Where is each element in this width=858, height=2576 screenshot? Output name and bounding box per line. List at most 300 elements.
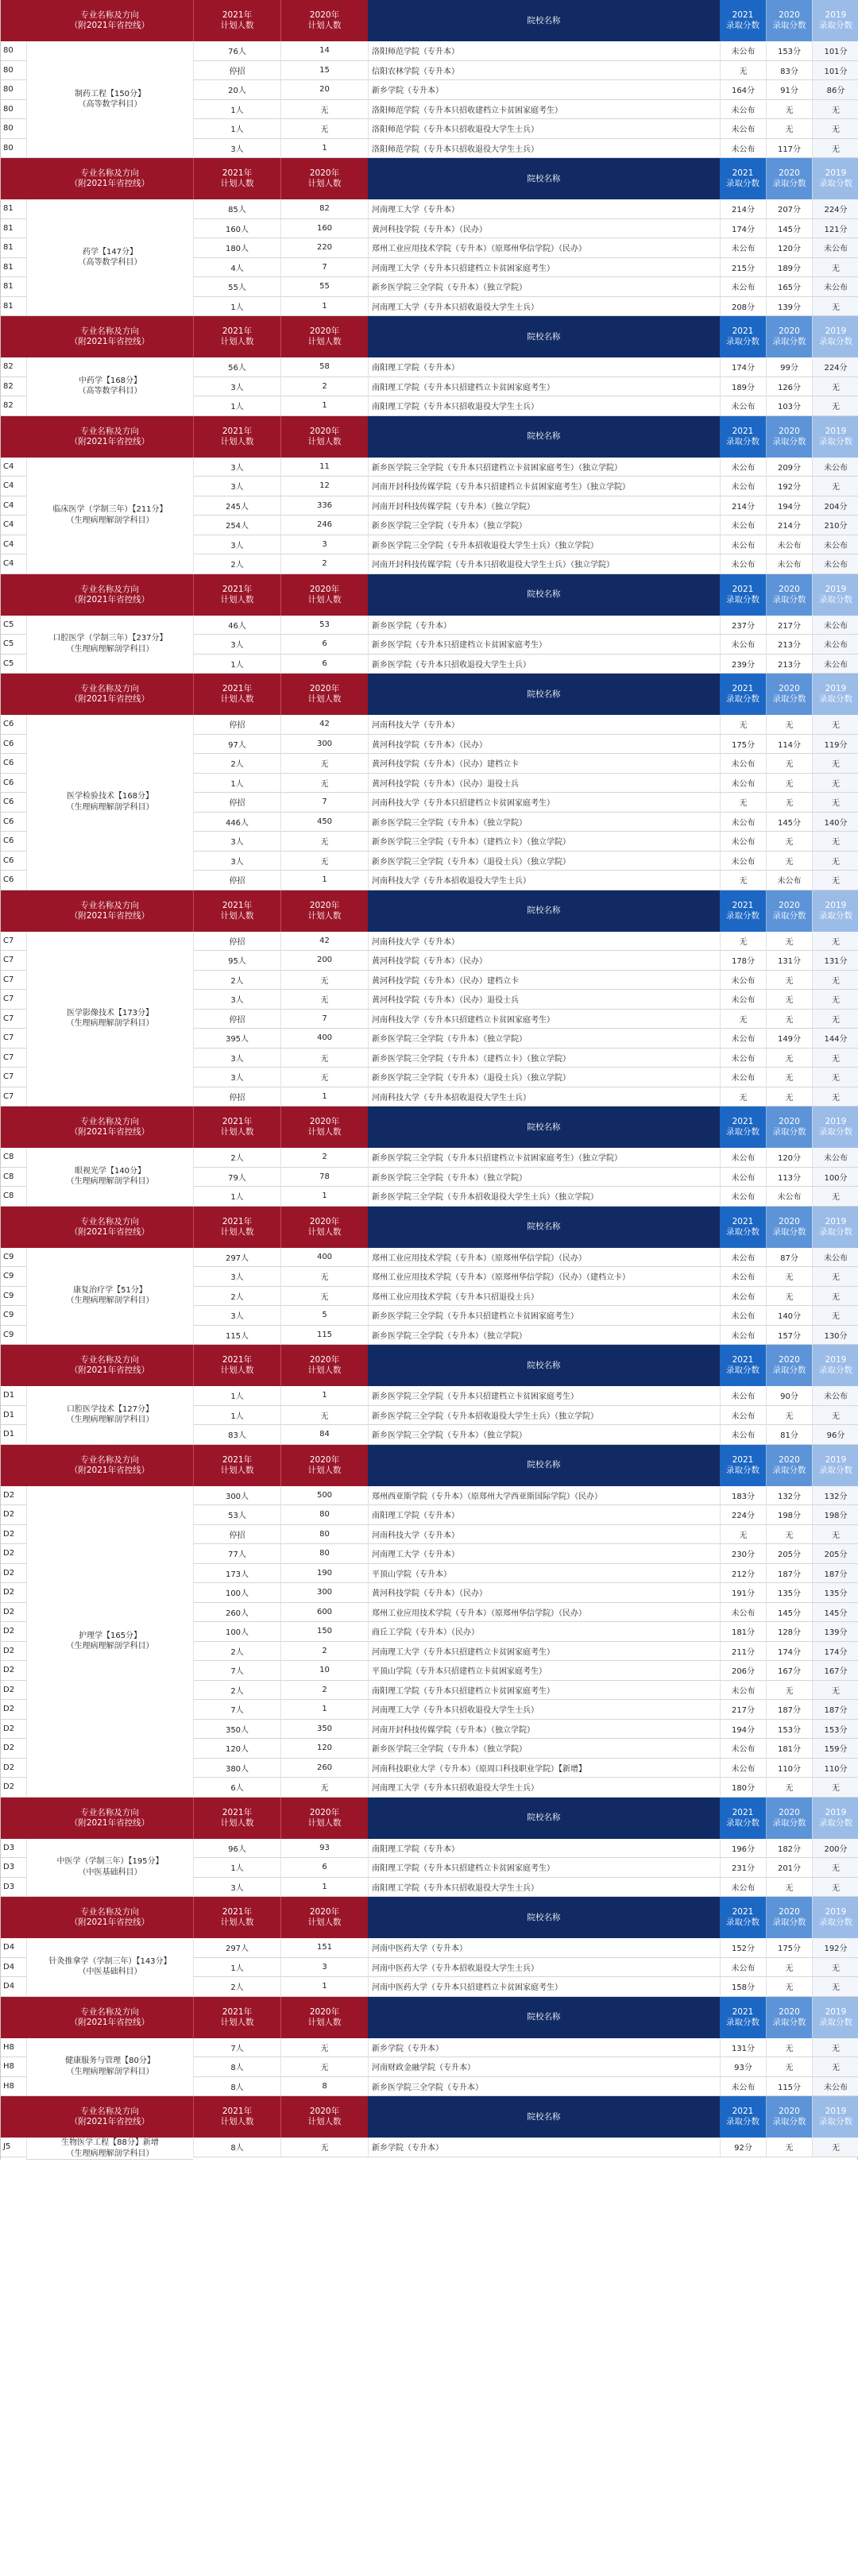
score-2021: 152分 (720, 1938, 766, 1958)
plan-2021: 95人 (193, 951, 280, 971)
score-2020: 无 (766, 793, 812, 813)
header-score-2020: 2020 录取分数 (766, 574, 812, 616)
plan-2021: 115人 (193, 1326, 280, 1346)
header-plan-2020: 2020年 计划人数 (280, 890, 368, 932)
school-name: 南阳理工学院（专升本只招建档立卡贫困家庭考生） (368, 1858, 720, 1878)
header-score-2020: 2020 录取分数 (766, 1345, 812, 1386)
plan-2020: 10 (280, 1661, 368, 1681)
score-2021: 未公布 (720, 635, 766, 655)
score-2021: 未公布 (720, 971, 766, 991)
major-section (0, 0, 858, 158)
score-2019: 131分 (812, 951, 858, 971)
major-code: D3 (1, 1839, 26, 1859)
score-2019: 无 (812, 1010, 858, 1029)
score-2019: 121分 (812, 219, 858, 239)
plan-2021: 297人 (193, 1248, 280, 1268)
score-2020: 无 (766, 1958, 812, 1978)
plan-2021: 停招 (193, 793, 280, 813)
score-2021: 未公布 (720, 238, 766, 258)
plan-2020: 无 (280, 774, 368, 794)
score-2019: 205分 (812, 1544, 858, 1564)
major-code: C7 (1, 1029, 26, 1049)
school-name: 新乡医学院三全学院（专升本）（独立学院） (368, 1739, 720, 1759)
school-name: 河南理工大学（专升本只招收退役大学生士兵） (368, 297, 720, 317)
header-score-2019: 2019 录取分数 (812, 674, 858, 715)
score-2020: 149分 (766, 1029, 812, 1049)
score-2020: 110分 (766, 1759, 812, 1778)
plan-2020: 58 (280, 357, 368, 377)
plan-2020: 260 (280, 1759, 368, 1778)
major-code: C4 (1, 535, 26, 555)
header-code-blank (1, 1345, 26, 1386)
header-plan-2021: 2021年 计划人数 (193, 1207, 280, 1248)
header-school: 院校名称 (368, 1345, 720, 1386)
major-code: C6 (1, 715, 26, 735)
school-name: 河南科技大学（专升本招收退役大学生士兵） (368, 871, 720, 890)
plan-2021: 3人 (193, 1306, 280, 1326)
header-plan-2021: 2021年 计划人数 (193, 890, 280, 932)
plan-2020: 400 (280, 1248, 368, 1268)
score-2019: 未公布 (812, 635, 858, 655)
plan-2020: 1 (280, 297, 368, 317)
school-name: 黄河科技学院（专升本）（民办） (368, 951, 720, 971)
plan-2020: 190 (280, 1564, 368, 1584)
score-2020: 87分 (766, 1248, 812, 1268)
header-score-2020: 2020 录取分数 (766, 1445, 812, 1486)
header-major: 专业名称及方向 （附2021年省控线） (26, 1997, 193, 2038)
plan-2020: 220 (280, 238, 368, 258)
header-score-2021: 2021 录取分数 (720, 1207, 766, 1248)
plan-2021: 停招 (193, 61, 280, 81)
score-2019: 145分 (812, 1603, 858, 1623)
plan-2020: 1 (280, 1977, 368, 1997)
plan-2021: 2人 (193, 1977, 280, 1997)
school-name: 郑州工业应用技术学院（专升本）（原郑州华信学院）（民办） (368, 1248, 720, 1268)
score-2020: 217分 (766, 616, 812, 635)
major-code: C9 (1, 1306, 26, 1326)
plan-2021: 停招 (193, 871, 280, 890)
plan-2020: 7 (280, 793, 368, 813)
score-2019: 130分 (812, 1326, 858, 1346)
plan-2021: 3人 (193, 458, 280, 477)
header-major: 专业名称及方向 （附2021年省控线） (26, 0, 193, 41)
score-2020: 无 (766, 852, 812, 871)
major-section (0, 158, 858, 316)
plan-2020: 600 (280, 1603, 368, 1623)
score-2019: 144分 (812, 1029, 858, 1049)
school-name: 河南科技大学（专升本招收退役大学生士兵） (368, 1087, 720, 1107)
major-section (0, 890, 858, 1107)
header-score-2019: 2019 录取分数 (812, 2096, 858, 2138)
school-name: 新乡医学院三全学院（专升本）（建档立卡）（独立学院） (368, 832, 720, 852)
plan-2021: 3人 (193, 1049, 280, 1068)
header-plan-2020: 2020年 计划人数 (280, 674, 368, 715)
score-2019: 无 (812, 100, 858, 120)
score-2021: 未公布 (720, 1406, 766, 1426)
plan-2021: 8人 (193, 2057, 280, 2077)
score-2019: 101分 (812, 41, 858, 61)
header-plan-2020: 2020年 计划人数 (280, 1445, 368, 1486)
plan-2021: 1人 (193, 1187, 280, 1207)
school-name: 南阳理工学院（专升本） (368, 1505, 720, 1525)
header-score-2021: 2021 录取分数 (720, 0, 766, 41)
score-2020: 167分 (766, 1661, 812, 1681)
school-name: 河南理工大学（专升本只招建档立卡贫困家庭考生） (368, 1642, 720, 1662)
score-2020: 无 (766, 1010, 812, 1029)
major-code: D4 (1, 1938, 26, 1958)
score-2019: 无 (812, 754, 858, 774)
plan-2020: 无 (280, 119, 368, 139)
score-2020: 175分 (766, 1938, 812, 1958)
score-2021: 189分 (720, 377, 766, 397)
school-name: 郑州工业应用技术学院（专升本只招退役士兵） (368, 1287, 720, 1307)
header-score-2020: 2020 录取分数 (766, 1798, 812, 1839)
header-score-2020: 2020 录取分数 (766, 158, 812, 199)
header-plan-2021: 2021年 计划人数 (193, 1106, 280, 1148)
plan-2021: 8人 (193, 2138, 280, 2157)
major-code: D2 (1, 1564, 26, 1584)
score-2019: 187分 (812, 1564, 858, 1584)
major-section (0, 574, 858, 674)
header-plan-2020: 2020年 计划人数 (280, 1798, 368, 1839)
plan-2020: 无 (280, 832, 368, 852)
school-name: 河南开封科技传媒学院（专升本只招收退役大学生士兵）（独立学院） (368, 554, 720, 574)
school-name: 新乡医学院三全学院（专升本）（独立学院） (368, 516, 720, 535)
plan-2020: 14 (280, 41, 368, 61)
header-plan-2020: 2020年 计划人数 (280, 574, 368, 616)
header-school: 院校名称 (368, 1897, 720, 1938)
header-school: 院校名称 (368, 316, 720, 357)
plan-2020: 82 (280, 199, 368, 219)
score-2019: 无 (812, 139, 858, 159)
plan-2020: 11 (280, 458, 368, 477)
score-2021: 无 (720, 1087, 766, 1107)
major-code: C7 (1, 971, 26, 991)
score-2021: 211分 (720, 1642, 766, 1662)
plan-2021: 2人 (193, 1148, 280, 1168)
plan-2021: 300人 (193, 1486, 280, 1506)
header-plan-2021: 2021年 计划人数 (193, 1345, 280, 1386)
score-2019: 无 (812, 1287, 858, 1307)
plan-2021: 3人 (193, 990, 280, 1010)
plan-2020: 无 (280, 2038, 368, 2058)
plan-2021: 260人 (193, 1603, 280, 1623)
school-name: 河南理工大学（专升本只招收退役大学生士兵） (368, 1700, 720, 1720)
score-2021: 未公布 (720, 1248, 766, 1268)
score-2021: 231分 (720, 1858, 766, 1878)
major-name: 中药学【168分】 （高等数学科目） (26, 357, 193, 416)
score-2019: 192分 (812, 1938, 858, 1958)
school-name: 黄河科技学院（专升本）（民办）建档立卡 (368, 754, 720, 774)
plan-2020: 2 (280, 554, 368, 574)
school-name: 洛阳师范学院（专升本） (368, 41, 720, 61)
score-2019: 110分 (812, 1759, 858, 1778)
plan-2020: 1 (280, 871, 368, 890)
score-2021: 无 (720, 793, 766, 813)
header-school: 院校名称 (368, 0, 720, 41)
header-score-2021: 2021 录取分数 (720, 158, 766, 199)
score-2021: 未公布 (720, 1187, 766, 1207)
plan-2020: 无 (280, 1406, 368, 1426)
school-name: 黄河科技学院（专升本）（民办） (368, 219, 720, 239)
plan-2021: 停招 (193, 715, 280, 735)
header-code-blank (1, 2096, 26, 2138)
plan-2020: 无 (280, 1778, 368, 1798)
major-code: C6 (1, 871, 26, 890)
score-2019: 未公布 (812, 535, 858, 555)
plan-2020: 1 (280, 396, 368, 416)
major-code: C6 (1, 793, 26, 813)
plan-2020: 3 (280, 1958, 368, 1978)
score-2021: 93分 (720, 2057, 766, 2077)
plan-2020: 300 (280, 1583, 368, 1603)
school-name: 黄河科技学院（专升本）（民办）建档立卡 (368, 971, 720, 991)
header-plan-2021: 2021年 计划人数 (193, 1897, 280, 1938)
header-score-2020: 2020 录取分数 (766, 2096, 812, 2138)
score-2021: 未公布 (720, 458, 766, 477)
major-code: C4 (1, 554, 26, 574)
header-code-blank (1, 1897, 26, 1938)
major-code: C7 (1, 1068, 26, 1087)
score-2020: 114分 (766, 735, 812, 755)
header-major: 专业名称及方向 （附2021年省控线） (26, 1345, 193, 1386)
plan-2020: 7 (280, 258, 368, 278)
score-2021: 230分 (720, 1544, 766, 1564)
score-2019: 无 (812, 1958, 858, 1978)
score-2019: 无 (812, 297, 858, 317)
score-2020: 未公布 (766, 871, 812, 890)
plan-2021: 2人 (193, 754, 280, 774)
header-score-2020: 2020 录取分数 (766, 1106, 812, 1148)
score-2019: 153分 (812, 1720, 858, 1740)
score-2019: 无 (812, 1267, 858, 1287)
header-score-2019: 2019 录取分数 (812, 1997, 858, 2038)
score-2021: 未公布 (720, 554, 766, 574)
school-name: 新乡医学院三全学院（专升本）（退役士兵）（独立学院） (368, 1068, 720, 1087)
header-code-blank (1, 0, 26, 41)
major-section (0, 1997, 858, 2097)
header-score-2019: 2019 录取分数 (812, 1798, 858, 1839)
plan-2021: 8人 (193, 2077, 280, 2097)
score-2019: 无 (812, 2038, 858, 2058)
plan-2021: 85人 (193, 199, 280, 219)
score-2019: 无 (812, 932, 858, 952)
header-code-blank (1, 674, 26, 715)
score-2020: 无 (766, 1977, 812, 1997)
plan-2020: 336 (280, 496, 368, 516)
plan-2021: 77人 (193, 1544, 280, 1564)
major-code: C6 (1, 754, 26, 774)
score-2020: 90分 (766, 1386, 812, 1406)
score-2021: 未公布 (720, 277, 766, 297)
score-2021: 未公布 (720, 990, 766, 1010)
plan-2020: 115 (280, 1326, 368, 1346)
plan-2021: 2人 (193, 971, 280, 991)
major-section (0, 316, 858, 416)
major-code: D4 (1, 1977, 26, 1997)
school-name: 信阳农林学院（专升本） (368, 61, 720, 81)
score-2020: 无 (766, 990, 812, 1010)
plan-2020: 400 (280, 1029, 368, 1049)
major-code: D2 (1, 1525, 26, 1545)
score-2020: 无 (766, 119, 812, 139)
header-score-2021: 2021 录取分数 (720, 1997, 766, 2038)
score-2019: 无 (812, 852, 858, 871)
major-name: 针灸推拿学（学制三年）【143分】 （中医基础科目） (26, 1938, 193, 1997)
score-2019: 无 (812, 1187, 858, 1207)
score-2021: 未公布 (720, 1739, 766, 1759)
plan-2020: 500 (280, 1486, 368, 1506)
major-code: C8 (1, 1168, 26, 1188)
score-2020: 145分 (766, 1603, 812, 1623)
header-plan-2020: 2020年 计划人数 (280, 1207, 368, 1248)
plan-2020: 80 (280, 1505, 368, 1525)
score-2019: 无 (812, 1087, 858, 1107)
school-name: 新乡医学院三全学院（专升本）（独立学院） (368, 1326, 720, 1346)
score-2020: 194分 (766, 496, 812, 516)
school-name: 南阳理工学院（专升本只招建档立卡贫困家庭考生） (368, 1681, 720, 1701)
plan-2020: 无 (280, 1287, 368, 1307)
score-2019: 无 (812, 832, 858, 852)
major-code: D2 (1, 1544, 26, 1564)
header-code-blank (1, 1106, 26, 1148)
header-major: 专业名称及方向 （附2021年省控线） (26, 1798, 193, 1839)
score-2020: 未公布 (766, 554, 812, 574)
plan-2020: 2 (280, 1148, 368, 1168)
plan-2020: 无 (280, 2057, 368, 2077)
header-plan-2020: 2020年 计划人数 (280, 1897, 368, 1938)
score-2020: 198分 (766, 1505, 812, 1525)
header-major: 专业名称及方向 （附2021年省控线） (26, 1207, 193, 1248)
score-2021: 未公布 (720, 1386, 766, 1406)
plan-2021: 2人 (193, 554, 280, 574)
school-name: 新乡医学院三全学院（专升本）（独立学院） (368, 1168, 720, 1188)
score-2019: 210分 (812, 516, 858, 535)
plan-2020: 20 (280, 80, 368, 100)
plan-2021: 停招 (193, 1087, 280, 1107)
school-name: 南阳理工学院（专升本） (368, 1839, 720, 1859)
header-score-2019: 2019 录取分数 (812, 1106, 858, 1148)
plan-2020: 7 (280, 1010, 368, 1029)
score-2021: 未公布 (720, 1168, 766, 1188)
major-code: D2 (1, 1778, 26, 1798)
school-name: 河南科技大学（专升本只招建档立卡贫困家庭考生） (368, 1010, 720, 1029)
header-major: 专业名称及方向 （附2021年省控线） (26, 674, 193, 715)
school-name: 河南开封科技传媒学院（专升本）（独立学院） (368, 496, 720, 516)
plan-2020: 80 (280, 1544, 368, 1564)
major-name: 医学检验技术【168分】 （生理病理解剖学科目） (26, 715, 193, 890)
school-name: 河南理工大学（专升本） (368, 199, 720, 219)
score-2020: 174分 (766, 1642, 812, 1662)
header-score-2021: 2021 录取分数 (720, 890, 766, 932)
school-name: 新乡医学院三全学院（专升本）（独立学院） (368, 1029, 720, 1049)
plan-2021: 2人 (193, 1681, 280, 1701)
school-name: 郑州工业应用技术学院（专升本）（原郑州华信学院）（民办） (368, 1603, 720, 1623)
major-code: C7 (1, 1049, 26, 1068)
score-2020: 205分 (766, 1544, 812, 1564)
major-code: C7 (1, 990, 26, 1010)
school-name: 河南科技大学（专升本） (368, 932, 720, 952)
plan-2021: 56人 (193, 357, 280, 377)
header-score-2020: 2020 录取分数 (766, 416, 812, 458)
score-2019: 100分 (812, 1168, 858, 1188)
score-2021: 217分 (720, 1700, 766, 1720)
score-2019: 无 (812, 1525, 858, 1545)
score-2021: 237分 (720, 616, 766, 635)
score-2019: 无 (812, 1306, 858, 1326)
score-2019: 无 (812, 1778, 858, 1798)
score-2021: 未公布 (720, 813, 766, 832)
score-2020: 81分 (766, 1425, 812, 1445)
plan-2020: 151 (280, 1938, 368, 1958)
header-major: 专业名称及方向 （附2021年省控线） (26, 1106, 193, 1148)
plan-2020: 150 (280, 1622, 368, 1642)
score-2020: 无 (766, 1287, 812, 1307)
score-2019: 无 (812, 258, 858, 278)
plan-2020: 300 (280, 735, 368, 755)
score-2020: 187分 (766, 1564, 812, 1584)
major-code: C5 (1, 616, 26, 635)
plan-2020: 2 (280, 1642, 368, 1662)
major-code: 82 (1, 357, 26, 377)
header-school: 院校名称 (368, 1997, 720, 2038)
plan-2021: 76人 (193, 41, 280, 61)
major-section (0, 1106, 858, 1207)
score-2020: 214分 (766, 516, 812, 535)
score-2020: 99分 (766, 357, 812, 377)
header-code-blank (1, 574, 26, 616)
score-2019: 167分 (812, 1661, 858, 1681)
major-name: 健康服务与管理【80分】 （生理病理解剖学科目） (26, 2038, 193, 2097)
score-2019: 无 (812, 971, 858, 991)
score-2021: 未公布 (720, 754, 766, 774)
plan-2020: 8 (280, 2077, 368, 2097)
score-2020: 128分 (766, 1622, 812, 1642)
score-2021: 183分 (720, 1486, 766, 1506)
school-name: 河南理工大学（专升本只招建档立卡贫困家庭考生） (368, 258, 720, 278)
score-2020: 182分 (766, 1839, 812, 1859)
score-2021: 未公布 (720, 41, 766, 61)
score-2019: 119分 (812, 735, 858, 755)
header-plan-2021: 2021年 计划人数 (193, 316, 280, 357)
school-name: 新乡医学院三全学院（专升本只招建档立卡贫困家庭考生）（独立学院） (368, 458, 720, 477)
score-2019: 204分 (812, 496, 858, 516)
plan-2021: 1人 (193, 1386, 280, 1406)
header-score-2019: 2019 录取分数 (812, 1897, 858, 1938)
major-code: C5 (1, 655, 26, 674)
major-name: 康复治疗学【51分】 （生理病理解剖学科目） (26, 1248, 193, 1346)
score-2019: 无 (812, 477, 858, 496)
major-code: D2 (1, 1720, 26, 1740)
score-2019: 187分 (812, 1700, 858, 1720)
header-school: 院校名称 (368, 2096, 720, 2138)
score-2019: 无 (812, 774, 858, 794)
school-name: 南阳理工学院（专升本只招收退役大学生士兵） (368, 1878, 720, 1898)
school-name: 新乡医学院三全学院（专升本招收退役大学生士兵）（独立学院） (368, 1406, 720, 1426)
score-2020: 无 (766, 932, 812, 952)
major-section (0, 1445, 858, 1798)
plan-2021: 4人 (193, 258, 280, 278)
header-score-2020: 2020 录取分数 (766, 1997, 812, 2038)
score-2021: 180分 (720, 1778, 766, 1798)
plan-2021: 3人 (193, 1267, 280, 1287)
header-score-2019: 2019 录取分数 (812, 416, 858, 458)
header-plan-2021: 2021年 计划人数 (193, 0, 280, 41)
score-2020: 无 (766, 1087, 812, 1107)
score-2021: 未公布 (720, 1603, 766, 1623)
header-code-blank (1, 1798, 26, 1839)
school-name: 河南中医药大学（专升本只招建档立卡贫困家庭考生） (368, 1977, 720, 1997)
